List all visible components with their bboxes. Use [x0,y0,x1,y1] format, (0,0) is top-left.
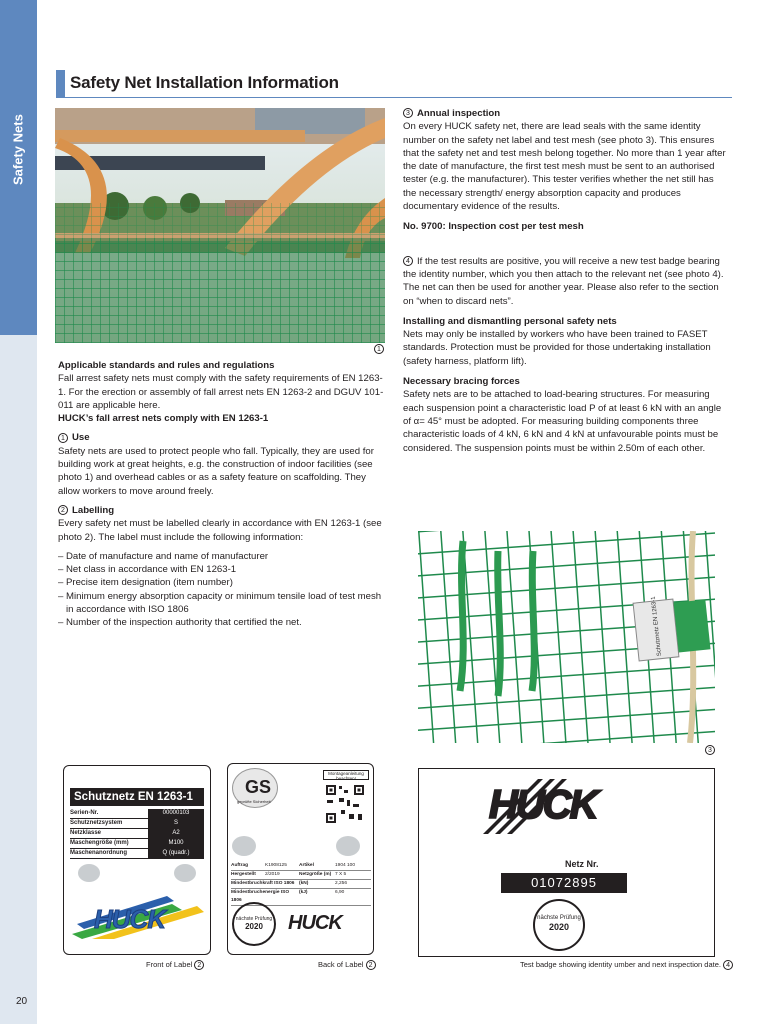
badge-brand: HUCK [489,783,597,827]
page-number: 20 [16,996,28,1007]
labelling-list [58,550,388,630]
list-item: – Number of the inspection authority that certified the net. [58,617,302,629]
photo-3-marker: 3 [705,745,719,755]
install-heading: Installing and dismantling personal safety nets [403,315,617,327]
test-badge-card [418,768,715,957]
annual-heading: Annual inspection [417,108,501,119]
annual-number: 3 [403,108,413,118]
back-label-seal-hole [336,836,360,856]
sidebar [0,0,37,1024]
badge-caption: Test badge showing identity umber and next inspection date. 4 [520,960,737,970]
net-mesh-illustration [418,531,715,743]
labelling-heading-line [58,504,388,517]
annual-heading-line [403,107,729,120]
use-heading-line [58,431,388,444]
badge-inspection-seal: nächste Prüfung 2020 [533,899,585,951]
positive-text: If the test results are positive, you will receive a new test badge bearing the identity number, which you then attach to the relevant net (see photo 4). The net can then be used for another year. Please also refer to the section on “when to discard nets”. [403,255,724,307]
right-column [403,107,729,455]
netz-number: 01072895 [501,873,627,893]
page-title: Safety Net Installation Information [70,73,339,92]
labelling-number: 2 [58,505,68,515]
use-text: Safety nets are used to protect people who fall. Typically, they are used for building work at great heights, e.g. the construction of indoor facilities (see photo 1) and overhead cables or as a safety feature on scaffolding. They allow workers to move around freely. [58,445,374,497]
photo-3-label-tag: Schutznetz EN 1263-1 [650,596,663,657]
front-label-seal-hole [78,864,100,882]
back-label-row: Hergestellt 2/2019 Netzgröße (m) 7 X 5 [231,871,371,880]
front-label-table [70,809,204,859]
list-item: in accordance with ISO 1806 [58,604,189,616]
use-heading: Use [72,432,90,444]
back-label-table [231,862,371,906]
back-label-row: Mindestbruchenergie ISO 1806 (kJ) 6,90 [231,889,371,906]
front-label-seal-hole [174,864,196,882]
photo-1-marker: 1 [374,344,388,354]
use-number: 1 [58,433,68,443]
bracing-heading: Necessary bracing forces [403,376,520,388]
back-label-seal-hole [232,836,256,856]
labelling-heading: Labelling [72,504,115,516]
back-label-row: Auftrag K1908125 Artikel 1904 100 [231,862,371,871]
photo-construction-site [55,108,385,343]
front-label-row: Maschengröße (mm) M100 [70,839,204,849]
compliance-heading: HUCK’s fall arrest nets comply with EN 1263-1 [58,413,269,425]
title-accent [56,70,65,97]
standards-heading: Applicable standards and rules and regulations [58,360,275,371]
qr-code-icon [325,784,365,824]
back-label-caption: Back of Label 2 [318,960,380,970]
list-item: – Date of manufacture and name of manufacturer [58,550,269,562]
photo-net-test-mesh [418,531,715,743]
netz-label: Netz Nr. [565,859,599,869]
back-label-brand: HUCK [288,912,342,934]
front-label-row: Netzklasse A2 [70,829,204,839]
front-label-row: Maschenanordnung Q (quadr.) [70,849,204,859]
left-column [58,359,388,630]
cost-heading: No. 9700: Inspection cost per test mesh [403,221,584,233]
install-text: Nets may only be installed by workers who have been trained to FASET standards. Protection must be provided for those undertaking installation (safety harness, platform lift). [403,329,711,367]
bracing-text: Safety nets are to be attached to load-bearing structures. For measuring each suspension point a characteristic load P of at least 6 kN with an angle of α= 45° must be adopted. For measuring building components three characteristic loads of 4 kN, 6 kN and 4 kN at unfavourable points must be considered. The suspension points must be within 2.50m of each other. [403,389,722,454]
labelling-text: Every safety net must be labelled clearly in accordance with EN 1263-1 (see photo 2). The label must include the following information: [58,518,382,543]
list-item: – Minimum energy absorption capacity or minimum tensile load of test mesh [58,590,382,602]
standards-text: Fall arrest safety nets must comply with the safety requirements of EN 1263-1. For the erection or assembly of fall arrest nets EN 1263-2 and DGUV 101-011 are applicable here. [58,373,384,411]
gs-mark: GS geprüfte Sicherheit [232,768,278,808]
front-label-row: Serien-Nr. 00000103 [70,809,204,819]
positive-text-line [403,255,729,308]
list-item: – Precise item designation (item number) [58,577,233,589]
front-label-brand: HUCK [94,904,166,934]
page-title-bar [56,70,732,98]
front-label-row: Schutznetzsystem S [70,819,204,829]
construction-site-illustration [55,108,385,343]
front-label-card [63,765,211,955]
back-label-inspection-seal: nächste Prüfung 2020 [232,902,276,946]
mount-note: Montageanleitung beachten! [323,770,369,780]
back-label-card [227,763,374,955]
front-label-title: Schutznetz EN 1263-1 [70,788,204,806]
positive-number: 4 [403,256,413,266]
section-label: Safety Nets [10,114,26,186]
list-item: – Net class in accordance with EN 1263-1 [58,564,237,576]
front-label-caption: Front of Label 2 [146,960,208,970]
back-label-row: Mindestbruchkraft ISO 1806 (kN) 2,256 [231,880,371,889]
annual-text: On every HUCK safety net, there are lead seals with the same identity number on the safety net label and test mesh (see photo 3). This ensures that the safety net and test mesh belong together. No more than 1 year after the date of manufacture, the first test mesh must be sent to an authorised tester (e.g. the manufacturer). This tester verifies whether the net still has the necessary strength/ energy absorption capacity and produces documentary evidence of the results. [403,121,726,213]
